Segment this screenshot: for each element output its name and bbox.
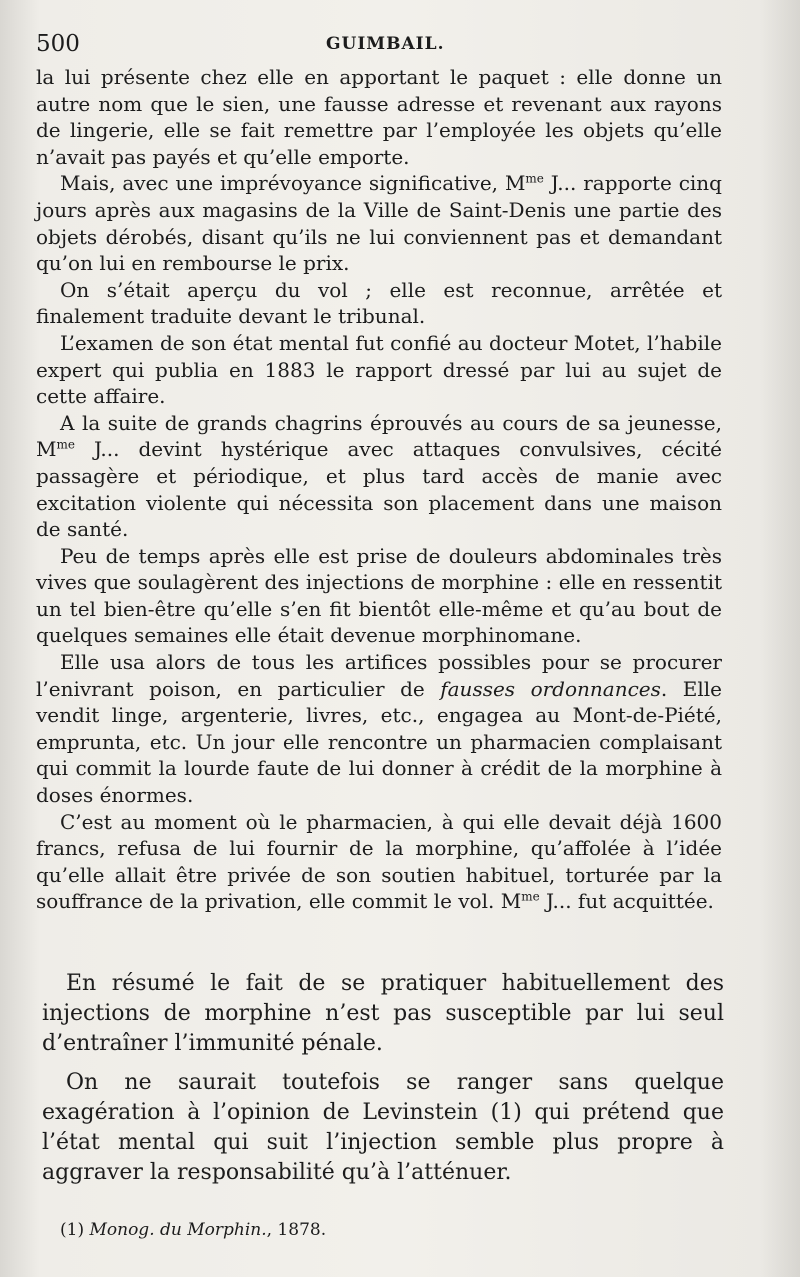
paragraph-2 xyxy=(36,170,722,276)
paragraph-8 xyxy=(36,809,722,915)
conclusion-paragraph-2: On ne saurait toutefois se ranger sans quelque exagération à l’opinion de Levinstein (1) qui prétend que l’état mental qui suit l’injection semble plus propre à aggraver la responsabilité qu’à l’atténuer. xyxy=(42,1070,724,1185)
paragraph-2-start: Mais, avec une imprévoyance significative, M xyxy=(60,171,526,196)
footnote-marker: (1) xyxy=(60,1220,90,1240)
paragraph-5-start: A la suite de grands chagrins éprouvés au cours de sa jeunesse, M xyxy=(36,410,722,462)
paragraph-6: Peu de temps après elle est prise de douleurs abdominales très vives que soulagèrent des injections de morphine : elle en ressentit un tel bien-être qu’elle s’en fit bientôt elle-même et qu’au bout de quelques semaines elle était devenue morphinomane. xyxy=(36,543,722,648)
footnote-title: Monog. du Morphin. xyxy=(89,1220,267,1240)
running-head xyxy=(36,28,726,60)
paragraph-5-sup: me xyxy=(56,437,75,452)
paragraph-2-end: J... rapporte cinq jours après aux magasins de la Ville de Saint-Denis une partie des objets dérobés, disant qu’ils ne lui conviennent pas et demandant qu’on lui en rembourse le prix. xyxy=(36,171,722,276)
page-number: 500 xyxy=(36,31,80,57)
paragraph-8-end: J... fut acquittée. xyxy=(539,889,714,914)
paragraph-3: On s’était aperçu du vol ; elle est reconnue, arrêtée et finalement traduite devant le tribunal. xyxy=(36,277,722,329)
paragraph-8-sup: me xyxy=(521,889,540,904)
paragraph-7-start: Elle usa alors de tous les artifices possibles pour se procurer l’enivrant poison, en particulier de xyxy=(36,650,722,701)
paragraph-1: la lui présente chez elle en apportant le paquet : elle donne un autre nom que le sien, une fausse adresse et revenant aux rayons de lingerie, elle se fait remettre par l’employée les objets qu’elle n’avait pas payés et qu’elle emporte. xyxy=(36,65,722,169)
paragraph-7-italic: fausses ordonnances xyxy=(440,676,661,701)
paragraph-2-sup: me xyxy=(525,171,544,186)
paragraph-4: L’examen de son état mental fut confié au docteur Motet, l’habile expert qui publia en 1883 le rapport dressé par lui au sujet de cette affaire. xyxy=(36,330,722,409)
paragraph-8-start: C’est au moment où le pharmacien, à qui elle devait déjà 1600 francs, refusa de lui fournir de la morphine, qu’affolée à l’idée qu’elle allait être privée de son soutien habituel, torturée par la souffrance de la privation, elle commit le vol. M xyxy=(36,809,722,914)
footnote xyxy=(60,1218,720,1242)
running-title: GUIMBAIL. xyxy=(326,34,445,54)
conclusion-paragraph-1: En résumé le fait de se pratiquer habituellement des injections de morphine n’est pas susceptible par lui seul d’entraîner l’immunité pénale. xyxy=(42,971,724,1056)
paragraph-5-end: J... devint hystérique avec attaques convulsives, cécité passagère et périodique, et plus tard accès de manie avec excitation violente qui nécessita son placement dans une maison de santé. xyxy=(36,437,722,542)
case-narrative xyxy=(36,64,722,915)
paragraph-7-end: . Elle vendit linge, argenterie, livres, etc., engagea au Mont-de-Piété, emprunta, etc. Un jour elle rencontre un pharmacien complaisant qui commit la lourde faute de lui donner à crédit de la morphine à doses énormes. xyxy=(36,676,722,808)
conclusion-section xyxy=(42,969,724,1197)
footnote-year: , 1878. xyxy=(266,1220,327,1240)
paragraph-7 xyxy=(36,649,722,809)
paragraph-5 xyxy=(36,410,722,543)
